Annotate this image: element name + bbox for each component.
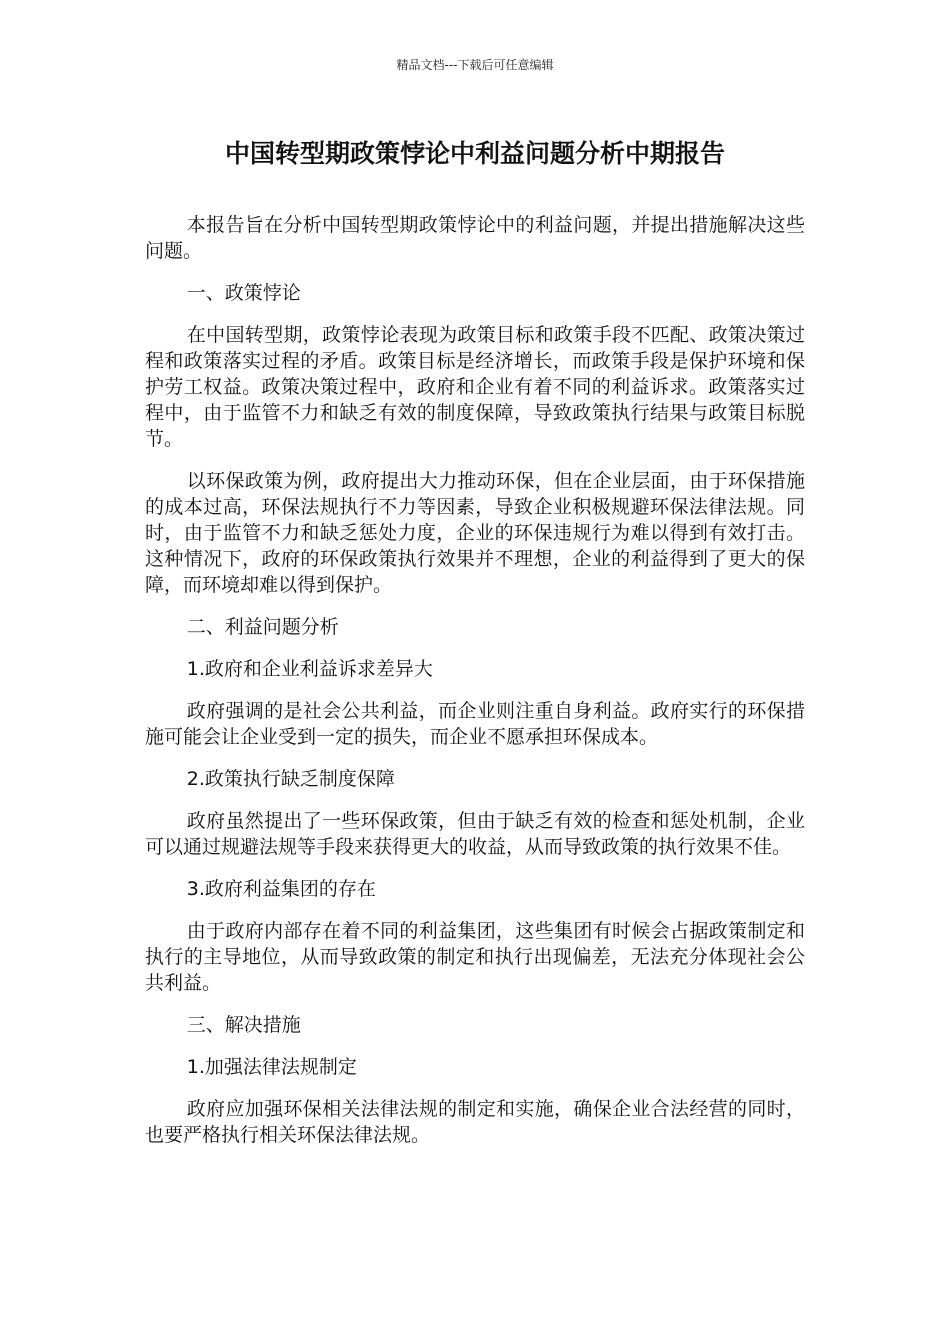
body-paragraph: 政府虽然提出了一些环保政策，但由于缺乏有效的检查和惩处机制，企业可以通过规避法规等手段来获得更大的收益，从而导致政策的执行效果不佳。 xyxy=(145,810,805,858)
body-paragraph: 政府应加强环保相关法律法规的制定和实施，确保企业合法经营的同时，也要严格执行相关环保法律法规。 xyxy=(145,1098,805,1146)
section-heading-solutions: 三、解决措施 xyxy=(186,1014,301,1036)
document-body xyxy=(145,212,805,1164)
body-paragraph: 在中国转型期，政策悖论表现为政策目标和政策手段不匹配、政策决策过程和政策落实过程的矛盾。政策目标是经济增长，而政策手段是保护环境和保护劳工权益。政策决策过程中，政府和企业有着不同的利益诉求。政策落实过程中，由于监管不力和缺乏有效的制度保障，导致政策执行结果与政策目标脱节。 xyxy=(145,324,805,450)
body-paragraph: 由于政府内部存在着不同的利益集团，这些集团有时候会占据政策制定和执行的主导地位，从而导致政策的制定和执行出现偏差，无法充分体现社会公共利益。 xyxy=(145,920,805,994)
subheading-interest-groups: 3.政府利益集团的存在 xyxy=(186,878,376,900)
intro-paragraph: 本报告旨在分析中国转型期政策悖论中的利益问题，并提出措施解决这些问题。 xyxy=(145,214,805,262)
section-heading-policy-paradox: 一、政策悖论 xyxy=(186,282,301,304)
subheading-strengthen-laws: 1.加强法律法规制定 xyxy=(186,1056,357,1078)
header-note: 精品文档---下载后可任意编辑 xyxy=(396,58,554,72)
subheading-lack-of-institutional-guarantee: 2.政策执行缺乏制度保障 xyxy=(186,768,395,790)
document-title: 中国转型期政策悖论中利益问题分析中期报告 xyxy=(224,139,725,168)
body-paragraph: 政府强调的是社会公共利益，而企业则注重自身利益。政府实行的环保措施可能会让企业受到一定的损失，而企业不愿承担环保成本。 xyxy=(145,700,805,748)
subheading-interest-difference: 1.政府和企业利益诉求差异大 xyxy=(186,658,433,680)
body-paragraph: 以环保政策为例，政府提出大力推动环保，但在企业层面，由于环保措施的成本过高，环保法规执行不力等因素，导致企业积极规避环保法律法规。同时，由于监管不力和缺乏惩处力度，企业的环保违规行为难以得到有效打击。这种情况下，政府的环保政策执行效果并不理想，企业的利益得到了更大的保障，而环境却难以得到保护。 xyxy=(145,470,805,596)
section-heading-interest-analysis: 二、利益问题分析 xyxy=(186,616,339,638)
